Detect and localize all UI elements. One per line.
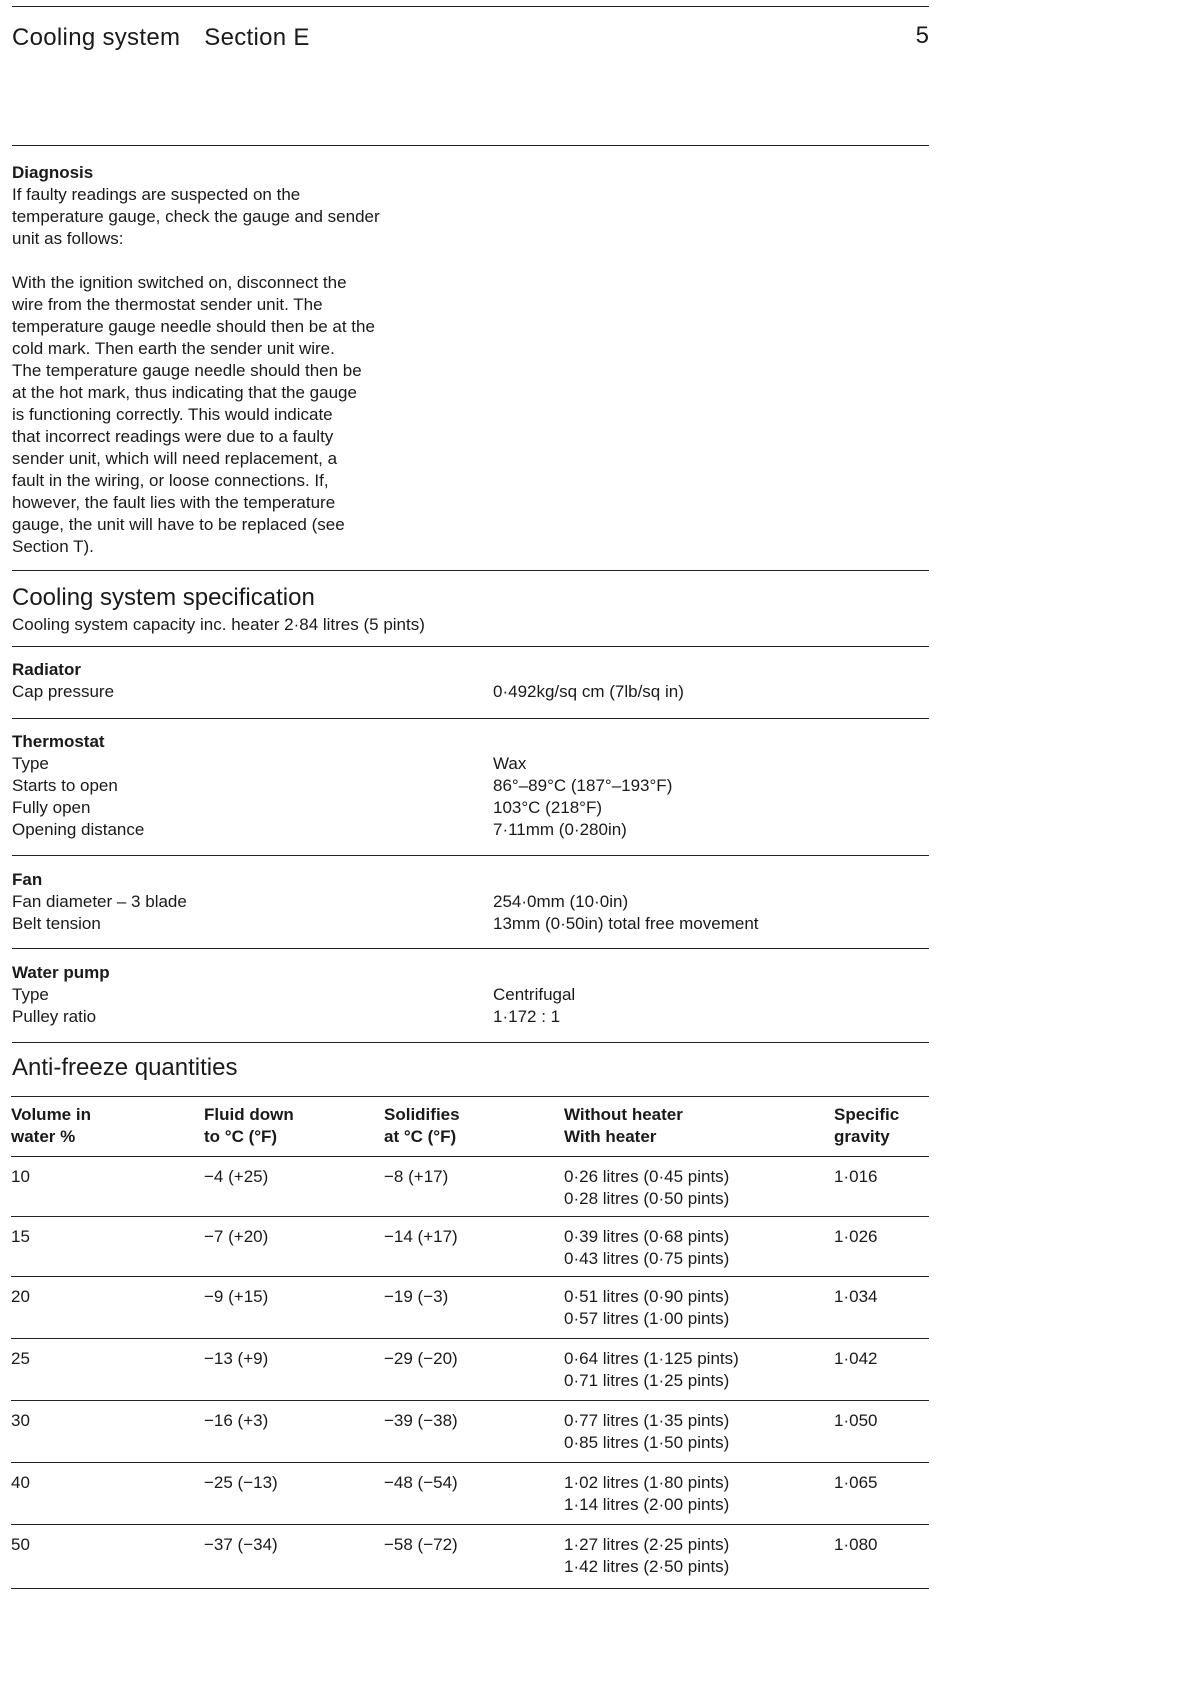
spec-value: 103°C (218°F) [493,798,603,817]
spec-label: Fully open [12,798,91,817]
spec-row [12,1006,929,1028]
column-header: Without heater With heater [564,1105,683,1146]
spec-row [12,913,929,935]
top-rule [12,6,929,7]
table-rule [11,1462,929,1463]
spec-label: Pulley ratio [12,1007,97,1026]
capacity-line: Cooling system capacity inc. heater 2·84 litres (5 pints) [12,615,425,634]
spec-value: 254·0mm (10·0in) [493,892,629,911]
column-header: Specific gravity [834,1105,900,1146]
spec-row [12,891,929,913]
diagnosis-section [12,162,452,558]
spec-group-water-pump [12,962,929,1028]
spec-value: 13mm (0·50in) total free movement [493,914,759,933]
group-heading: Fan [12,870,43,889]
spec-row [12,984,929,1006]
group-heading: Thermostat [12,732,105,751]
spec-value: 0·492kg/sq cm (7lb/sq in) [493,682,684,701]
spec-label: Fan diameter – 3 blade [12,892,187,911]
divider [12,646,929,647]
spec-value: 86°–89°C (187°–193°F) [493,776,673,795]
divider [12,948,929,949]
spec-row [12,681,929,703]
diagnosis-heading: Diagnosis [12,163,94,182]
spec-label: Cap pressure [12,682,115,701]
spec-value: 1·172 : 1 [493,1007,561,1026]
spec-label: Type [12,754,49,773]
column-header: Volume in water % [11,1105,91,1146]
spec-label: Type [12,985,49,1004]
group-heading: Radiator [12,660,81,679]
divider [12,855,929,856]
diagnosis-intro: If faulty readings are suspected on the temperature gauge, check the gauge and sender unit as follows: [12,185,380,248]
divider [12,145,929,146]
column-header: Solidifies at °C (°F) [384,1105,460,1146]
page-header-title [12,24,310,52]
spec-label: Belt tension [12,914,101,933]
spec-row [12,753,929,775]
divider [12,570,929,571]
spec-group-thermostat [12,731,929,841]
spec-label: Starts to open [12,776,118,795]
table-rule [11,1524,929,1525]
column-header: Fluid down to °C (°F) [204,1105,294,1146]
chapter-title: Cooling system [12,24,181,51]
table-rule [11,1338,929,1339]
diagnosis-procedure: With the ignition switched on, disconnect the wire from the thermostat sender unit. The temperature gauge needle should then be at the cold mark. Then earth the sender unit wire. The temperature gauge needle should then be at the hot mark, thus indicating that the gauge is functioning correctly. This would indicate that incorrect readings were due to a faulty sender unit, which will need replacement, a fault in the wiring, or loose connections. If, however, the fault lies with the temperature gauge, the unit will have to be replaced (see Section T). [12,273,375,556]
table-top-rule [11,1096,929,1097]
spec-value: Centrifugal [493,985,576,1004]
spec-value: Wax [493,754,527,773]
spec-value: 7·11mm (0·280in) [493,820,627,839]
spec-group-fan [12,869,929,935]
divider [12,718,929,719]
spec-row [12,819,929,841]
table-rule [11,1400,929,1401]
spec-row [12,775,929,797]
spec-row [12,797,929,819]
specification-title: Cooling system specification [12,584,315,611]
spec-label: Opening distance [12,820,145,839]
divider [12,1042,929,1043]
table-bottom-rule [11,1588,929,1589]
table-rule [11,1216,929,1217]
page-number: 5 [915,22,929,49]
spec-group-radiator [12,659,929,703]
section-label: Section E [204,24,310,51]
table-rule [11,1156,929,1157]
group-heading: Water pump [12,963,110,982]
antifreeze-title: Anti-freeze quantities [12,1054,238,1081]
table-rule [11,1276,929,1277]
